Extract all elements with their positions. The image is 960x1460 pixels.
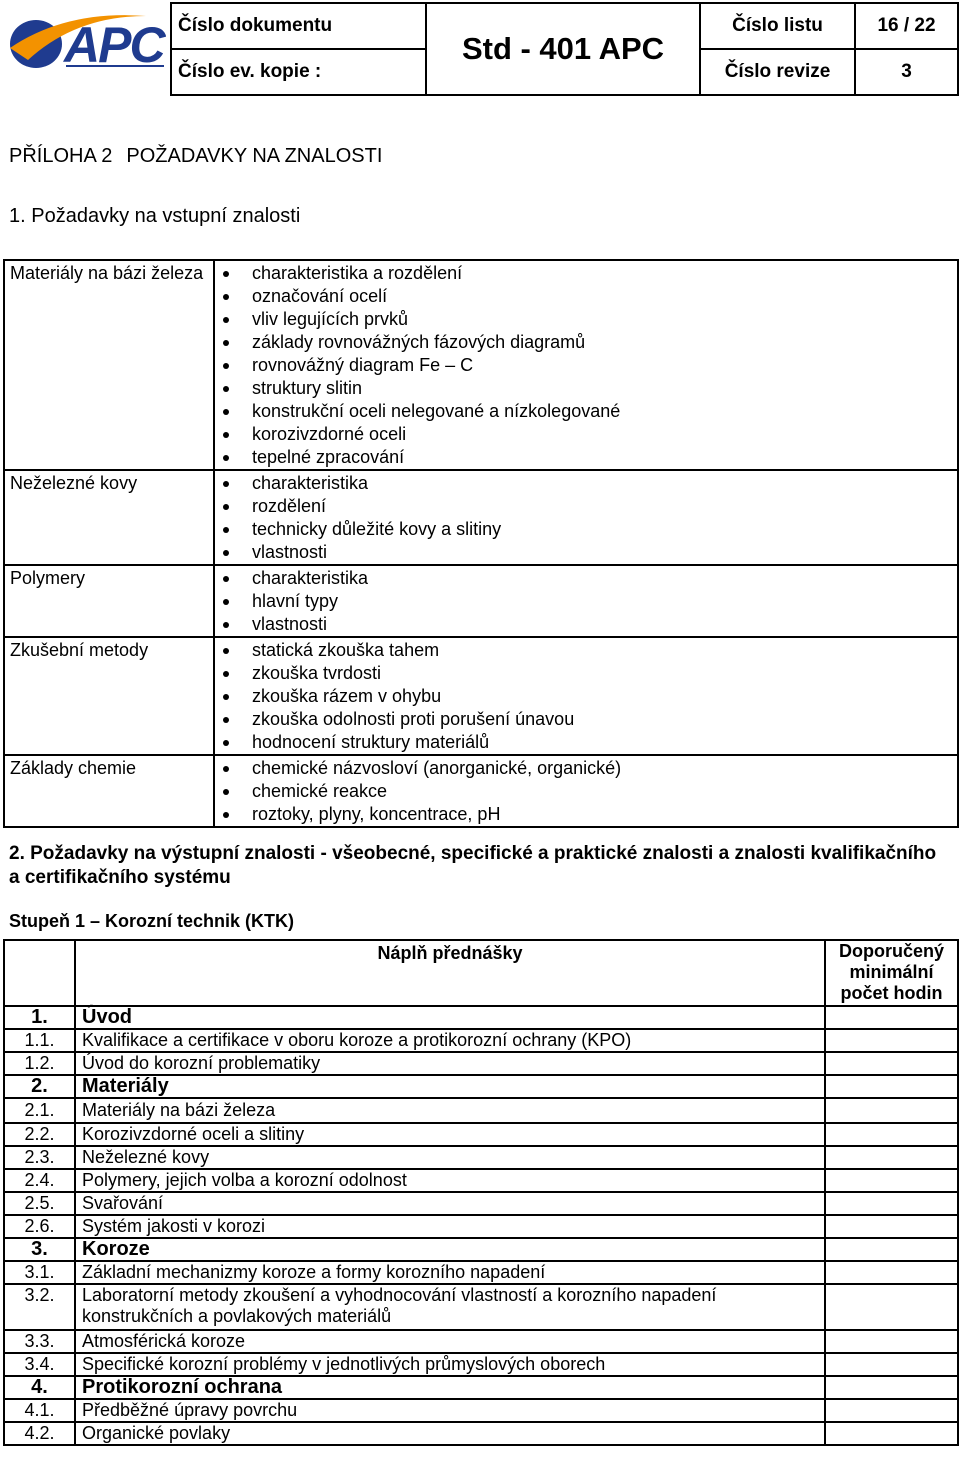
topic-row (4, 1146, 958, 1169)
knowledge-item: chemické reakce (215, 780, 957, 803)
row-hours (825, 1192, 958, 1215)
row-topic: Úvod (75, 1006, 825, 1029)
row-topic: Předběžné úpravy povrchu (75, 1399, 825, 1422)
annex-number: PŘÍLOHA 2 (9, 145, 113, 167)
knowledge-item: označování ocelí (215, 285, 957, 308)
knowledge-item: tepelné zpracování (215, 446, 957, 469)
row-number: 4.1. (4, 1399, 75, 1422)
revision-value: 3 (855, 49, 958, 95)
annex-heading (9, 145, 382, 168)
chapter-row (4, 1006, 958, 1029)
topic-row (4, 1284, 958, 1330)
row-topic: Organické povlaky (75, 1422, 825, 1445)
knowledge-item: konstrukční oceli nelegované a nízkolegované (215, 400, 957, 423)
knowledge-item: charakteristika (215, 567, 957, 590)
row-hours (825, 1284, 958, 1330)
knowledge-items-cell (214, 565, 958, 637)
topic-row (4, 1330, 958, 1353)
row-hours (825, 1098, 958, 1123)
topic-row (4, 1215, 958, 1238)
row-number: 2.1. (4, 1098, 75, 1123)
topic-row (4, 1029, 958, 1052)
row-number: 2.2. (4, 1123, 75, 1146)
section-2-title: 2. Požadavky na výstupní znalosti - všeobecné, specifické a praktické znalosti a znalosti kvalifikačního a certifikačního systému (9, 843, 937, 888)
knowledge-items-cell (214, 470, 958, 565)
knowledge-item: struktury slitin (215, 377, 957, 400)
knowledge-items-list (215, 638, 957, 754)
row-number: 2.5. (4, 1192, 75, 1215)
row-number: 1. (4, 1006, 75, 1029)
knowledge-items-list (215, 756, 957, 826)
knowledge-item: zkouška odolnosti proti porušení únavou (215, 708, 957, 731)
knowledge-item: zkouška tvrdosti (215, 662, 957, 685)
row-number: 3.3. (4, 1330, 75, 1353)
chapter-row (4, 1075, 958, 1098)
doc-code: Std - 401 APC (426, 3, 700, 95)
topic-row (4, 1422, 958, 1445)
row-hours (825, 1261, 958, 1284)
row-number: 3.4. (4, 1353, 75, 1376)
row-number: 1.1. (4, 1029, 75, 1052)
row-hours (825, 1052, 958, 1075)
knowledge-items-cell (214, 637, 958, 755)
row-topic: Koroze (75, 1238, 825, 1261)
topic-row (4, 1169, 958, 1192)
knowledge-item: korozivzdorné oceli (215, 423, 957, 446)
row-hours (825, 1215, 958, 1238)
knowledge-item: vliv legujících prvků (215, 308, 957, 331)
topic-row (4, 1399, 958, 1422)
row-hours (825, 1238, 958, 1261)
row-topic: Svařování (75, 1192, 825, 1215)
knowledge-row (4, 755, 958, 827)
copy-label: Číslo ev. kopie : (171, 49, 426, 95)
row-hours (825, 1029, 958, 1052)
row-hours (825, 1075, 958, 1098)
row-number: 4. (4, 1376, 75, 1399)
knowledge-item: roztoky, plyny, koncentrace, pH (215, 803, 957, 826)
knowledge-item: charakteristika (215, 472, 957, 495)
knowledge-row (4, 565, 958, 637)
chapter-row (4, 1238, 958, 1261)
row-topic: Úvod do korozní problematiky (75, 1052, 825, 1075)
annex-title: POŽADAVKY NA ZNALOSTI (126, 145, 383, 167)
doc-number-label: Číslo dokumentu (171, 3, 426, 49)
row-number: 1.2. (4, 1052, 75, 1075)
knowledge-category: Neželezné kovy (4, 470, 214, 565)
knowledge-item: hodnocení struktury materiálů (215, 731, 957, 754)
row-number: 3.2. (4, 1284, 75, 1330)
row-topic: Laboratorní metody zkoušení a vyhodnocování vlastností a korozního napadení konstrukčních a povlakových materiálů (75, 1284, 825, 1330)
sheet-value: 16 / 22 (855, 3, 958, 49)
row-topic: Protikorozní ochrana (75, 1376, 825, 1399)
chapter-row (4, 1376, 958, 1399)
row-number: 2.3. (4, 1146, 75, 1169)
row-hours (825, 1123, 958, 1146)
company-logo (6, 8, 166, 70)
row-topic: Specifické korozní problémy v jednotlivých průmyslových oborech (75, 1353, 825, 1376)
row-number: 4.2. (4, 1422, 75, 1445)
row-topic: Atmosférická koroze (75, 1330, 825, 1353)
level-title: Stupeň 1 – Korozní technik (KTK) (9, 911, 295, 931)
knowledge-category: Základy chemie (4, 755, 214, 827)
revision-label: Číslo revize (700, 49, 855, 95)
knowledge-item: technicky důležité kovy a slitiny (215, 518, 957, 541)
topic-row (4, 1052, 958, 1075)
row-hours (825, 1376, 958, 1399)
row-hours (825, 1422, 958, 1445)
row-hours (825, 1399, 958, 1422)
row-number: 2. (4, 1075, 75, 1098)
knowledge-items-cell (214, 755, 958, 827)
content-header: Náplň přednášky (75, 940, 825, 1006)
knowledge-items-list (215, 566, 957, 636)
row-topic: Materiály (75, 1075, 825, 1098)
knowledge-row (4, 470, 958, 565)
topic-row (4, 1123, 958, 1146)
row-hours (825, 1330, 958, 1353)
row-topic: Kvalifikace a certifikace v oboru koroze a protikorozní ochrany (KPO) (75, 1029, 825, 1052)
row-topic: Korozivzdorné oceli a slitiny (75, 1123, 825, 1146)
knowledge-row (4, 260, 958, 470)
hours-header: Doporučený minimální počet hodin (825, 940, 958, 1006)
svg-text:APC: APC (64, 17, 164, 70)
knowledge-item: chemické názvosloví (anorganické, organické) (215, 757, 957, 780)
row-number: 2.6. (4, 1215, 75, 1238)
row-topic: Neželezné kovy (75, 1146, 825, 1169)
knowledge-item: rovnovážný diagram Fe – C (215, 354, 957, 377)
row-number: 2.4. (4, 1169, 75, 1192)
section-1-title: 1. Požadavky na vstupní znalosti (9, 205, 301, 227)
knowledge-item: základy rovnovážných fázových diagramů (215, 331, 957, 354)
row-number: 3.1. (4, 1261, 75, 1284)
row-hours (825, 1006, 958, 1029)
knowledge-category: Polymery (4, 565, 214, 637)
row-topic: Polymery, jejich volba a korozní odolnost (75, 1169, 825, 1192)
sheet-label: Číslo listu (700, 3, 855, 49)
entry-knowledge-table (3, 259, 959, 828)
knowledge-items-list (215, 261, 957, 469)
row-number: 3. (4, 1238, 75, 1261)
topic-row (4, 1098, 958, 1123)
topic-row (4, 1192, 958, 1215)
knowledge-item: zkouška rázem v ohybu (215, 685, 957, 708)
knowledge-category: Zkušební metody (4, 637, 214, 755)
topic-row (4, 1353, 958, 1376)
row-topic: Základní mechanizmy koroze a formy korozního napadení (75, 1261, 825, 1284)
num-header-cell (4, 940, 75, 1006)
knowledge-item: vlastnosti (215, 613, 957, 636)
knowledge-item: vlastnosti (215, 541, 957, 564)
row-topic: Materiály na bázi železa (75, 1098, 825, 1123)
row-hours (825, 1353, 958, 1376)
document-header-table (170, 2, 959, 96)
knowledge-item: rozdělení (215, 495, 957, 518)
knowledge-items-list (215, 471, 957, 564)
topic-row (4, 1261, 958, 1284)
knowledge-category: Materiály na bázi železa (4, 260, 214, 470)
knowledge-row (4, 637, 958, 755)
knowledge-item: statická zkouška tahem (215, 639, 957, 662)
knowledge-item: hlavní typy (215, 590, 957, 613)
row-topic: Systém jakosti v korozi (75, 1215, 825, 1238)
knowledge-items-cell (214, 260, 958, 470)
knowledge-item: charakteristika a rozdělení (215, 262, 957, 285)
row-hours (825, 1169, 958, 1192)
row-hours (825, 1146, 958, 1169)
course-content-table (3, 939, 959, 1446)
